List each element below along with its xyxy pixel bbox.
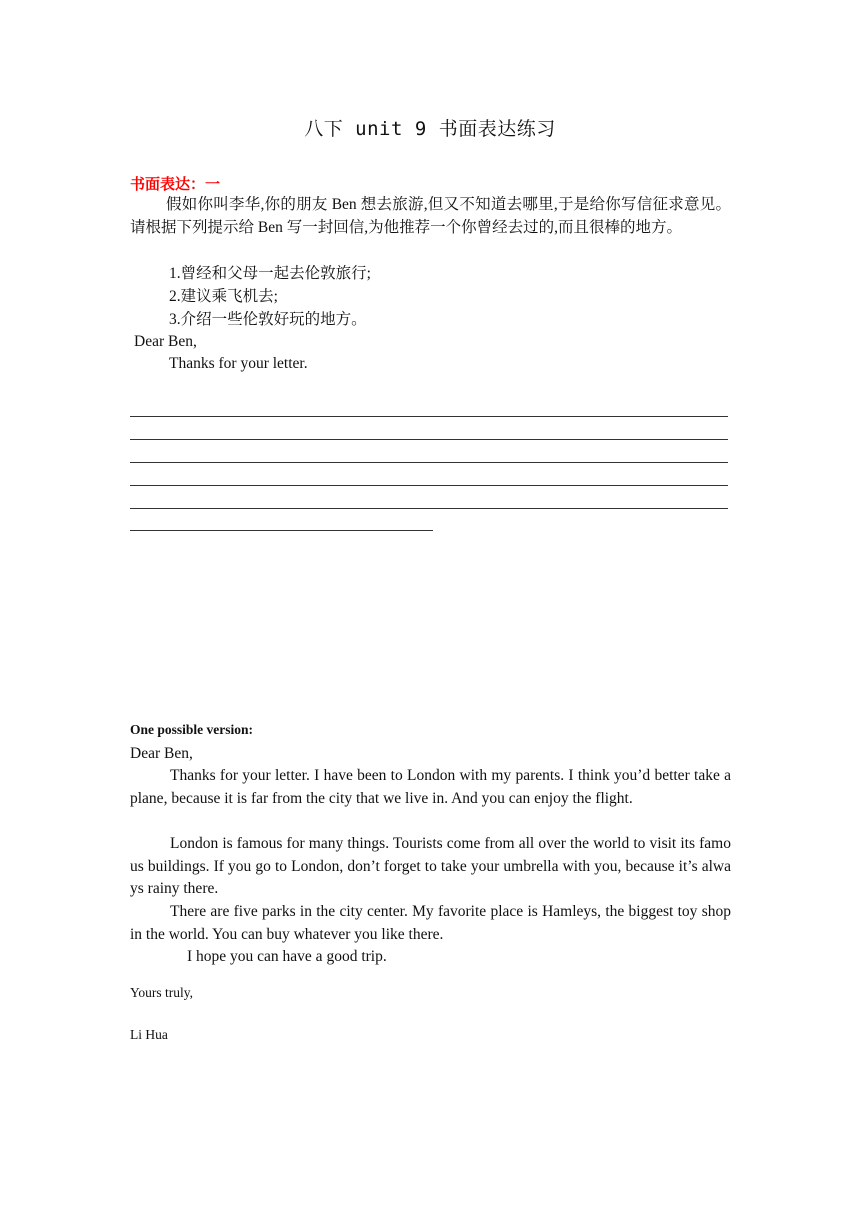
sample-paragraph-1: Thanks for your letter. I have been to London with my parents. I think you’d better take a plane, because it is far from the city that we live in. And you can enjoy the flight. <box>130 767 731 807</box>
prompt-intro: 假如你叫李华,你的朋友 Ben 想去旅游,但又不知道去哪里,于是给你写信征求意见。请根据下列提示给 Ben 写一封回信,为他推荐一个你曾经去过的,而且很棒的地方。 <box>130 196 731 236</box>
sample-closing: Yours truly, <box>130 985 194 1000</box>
sample-greeting: Dear Ben, <box>130 745 193 762</box>
sample-signature: Li Hua <box>130 1027 168 1042</box>
sample-paragraph-2: London is famous for many things. Tourists come from all over the world to visit its famous buildings. If you go to London, don’t forget to take your umbrella with you, because it’s always rainy there. <box>130 835 731 897</box>
prompt-point-2: 2.建议乘飞机去; <box>169 288 278 305</box>
prompt-point-3: 3.介绍一些伦敦好玩的地方。 <box>169 311 367 328</box>
page-title: 八下 unit 9 书面表达练习 <box>304 118 556 140</box>
sample-heading: One possible version: <box>130 722 254 737</box>
answer-line[interactable] <box>130 439 728 440</box>
answer-line[interactable] <box>130 462 728 463</box>
prompt-point-1: 1.曾经和父母一起去伦敦旅行; <box>169 265 371 282</box>
section-label: 书面表达：一 <box>130 175 221 193</box>
sample-paragraph-3: There are five parks in the city center. My favorite place is Hamleys, the biggest toy shop in the world. You can buy whatever you like there. <box>130 903 731 943</box>
sample-paragraph-4: I hope you can have a good trip. <box>187 948 387 965</box>
prompt-opening: Thanks for your letter. <box>169 355 308 372</box>
answer-line[interactable] <box>130 416 728 417</box>
answer-line[interactable] <box>130 530 433 531</box>
answer-line[interactable] <box>130 485 728 486</box>
answer-line[interactable] <box>130 508 728 509</box>
prompt-greeting: Dear Ben, <box>134 333 197 350</box>
